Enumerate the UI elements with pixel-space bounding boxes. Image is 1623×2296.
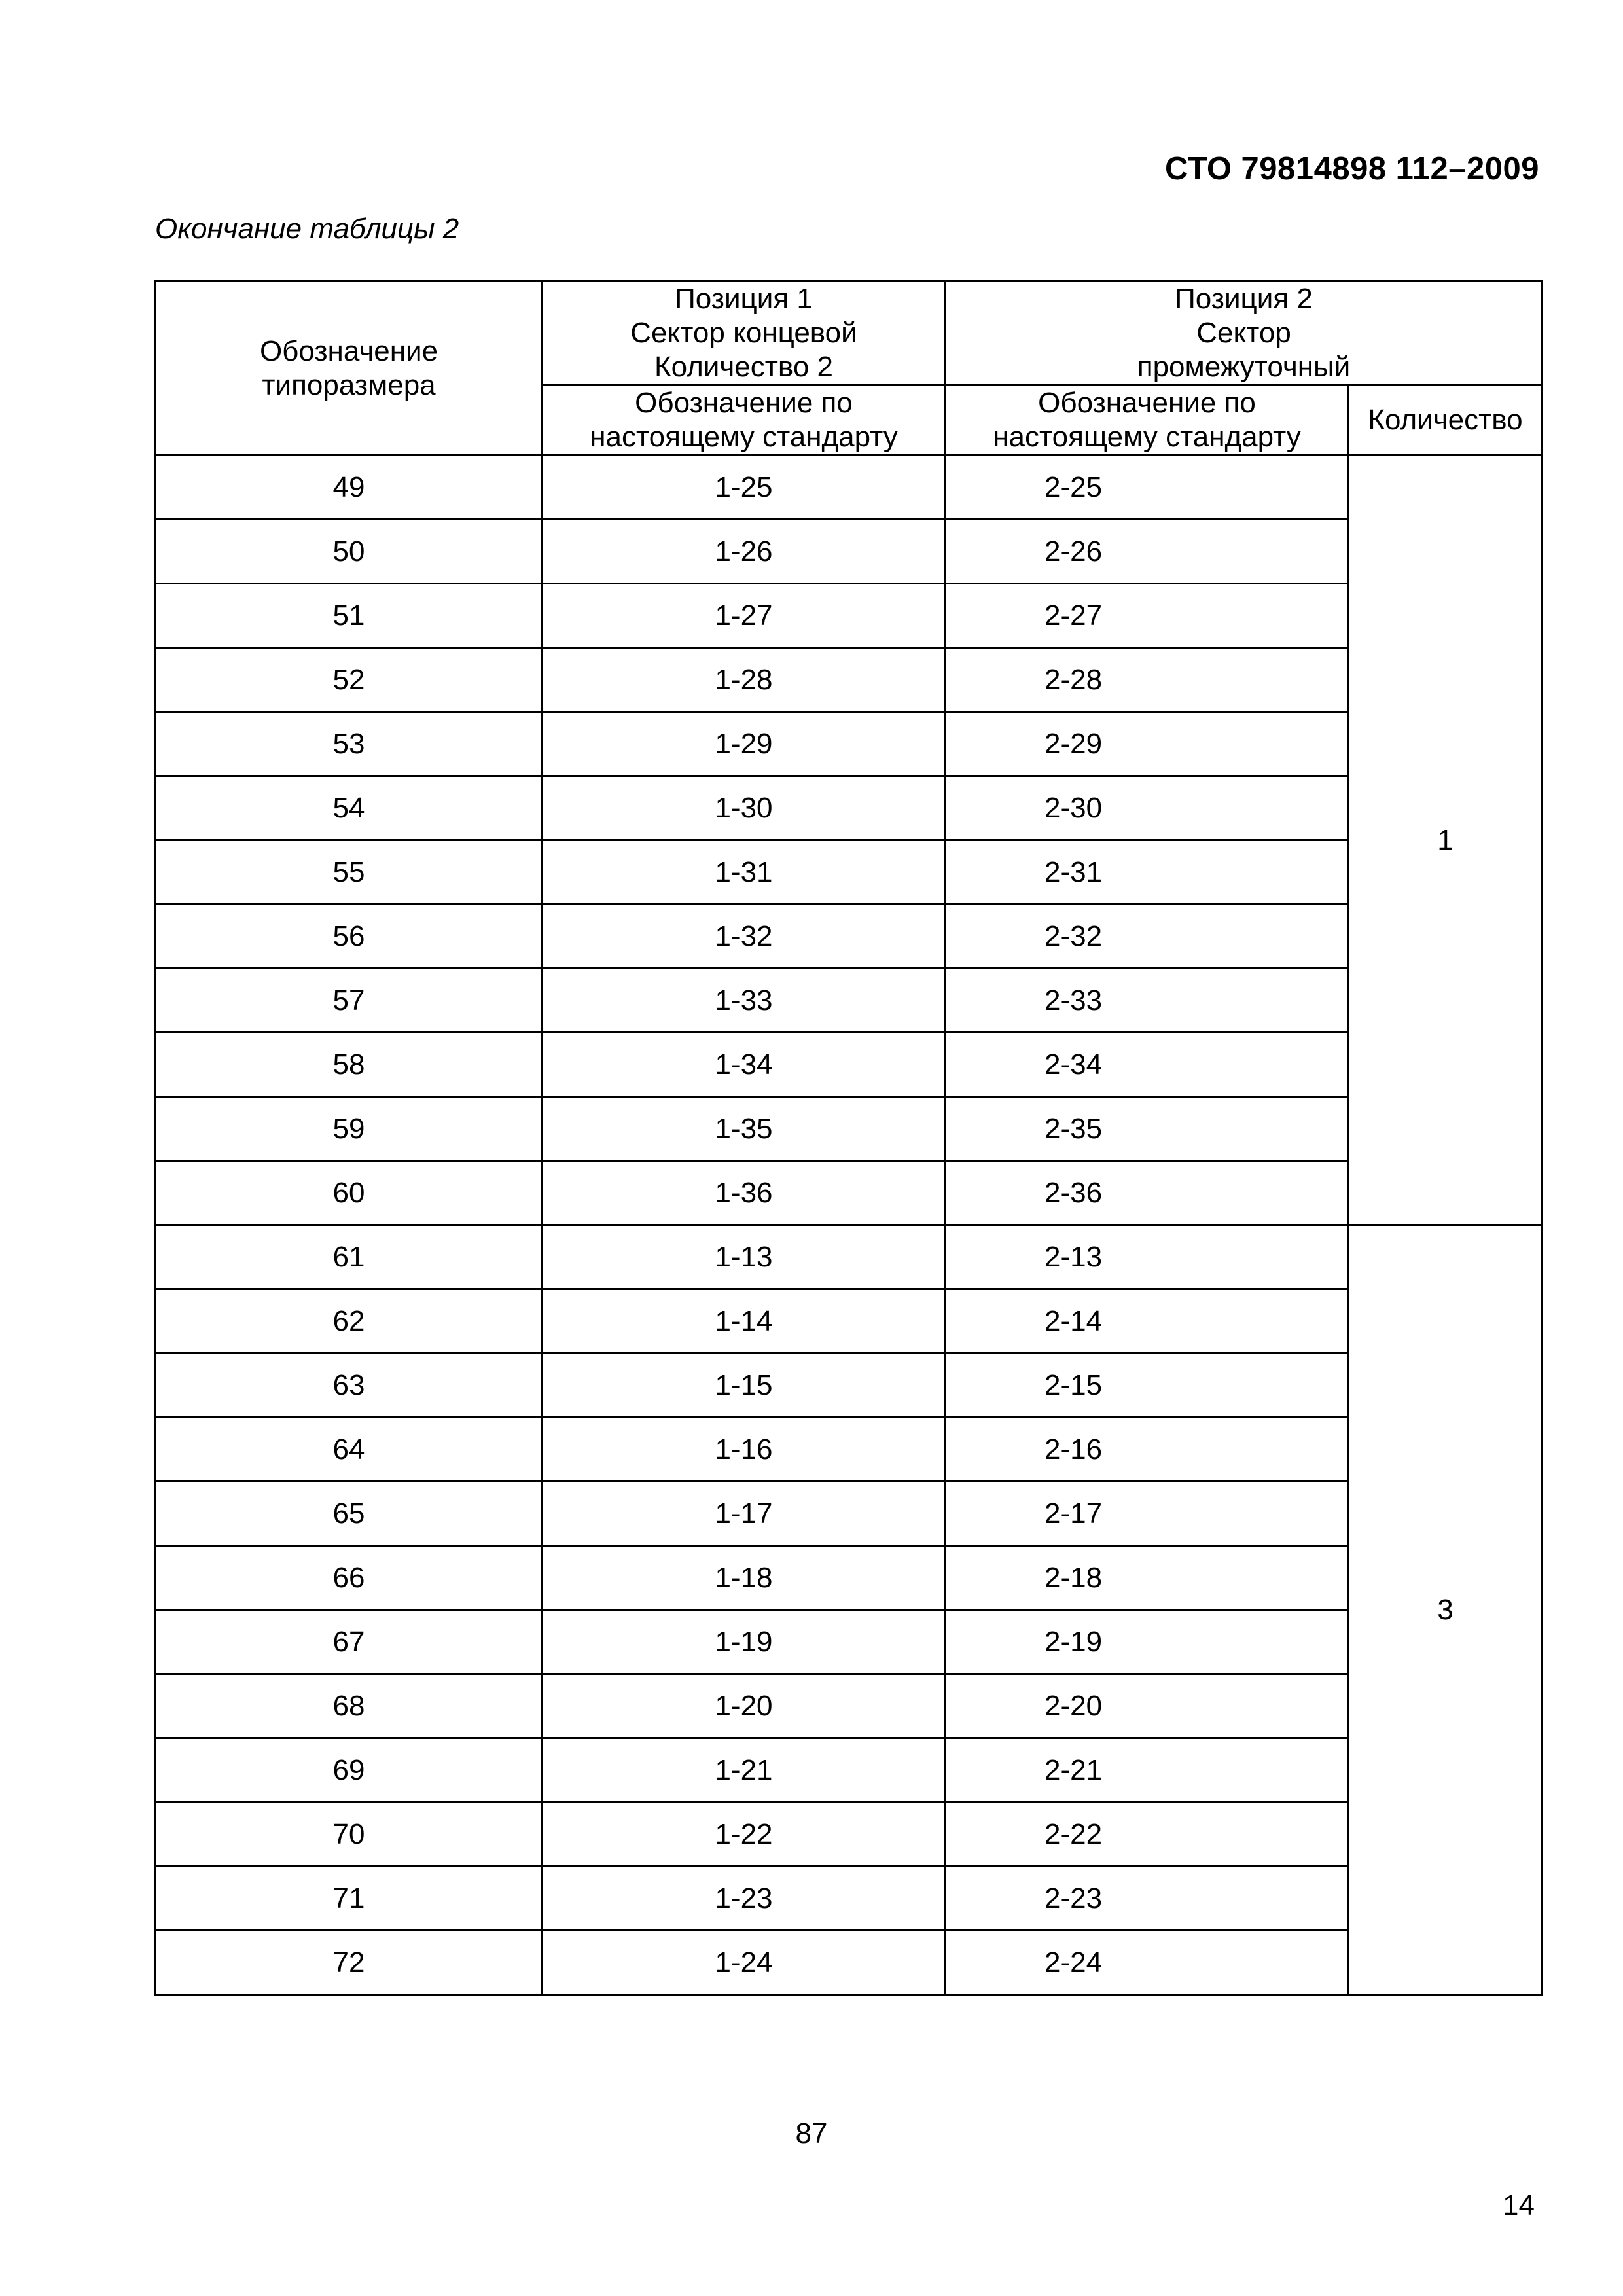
table-header-row	[156, 281, 1543, 386]
table-row	[156, 584, 1543, 648]
cell-designation: 59	[156, 1097, 543, 1161]
table-row	[156, 776, 1543, 840]
cell-position-1: 1-33	[543, 969, 946, 1033]
cell-designation: 71	[156, 1867, 543, 1931]
cell-position-1: 1-31	[543, 840, 946, 905]
cell-position-2: 2-30	[946, 776, 1349, 840]
cell-position-2: 2-26	[946, 520, 1349, 584]
cell-designation: 61	[156, 1225, 543, 1289]
cell-position-2: 2-22	[946, 1803, 1349, 1867]
table-row	[156, 1354, 1543, 1418]
table-row	[156, 648, 1543, 712]
header-designation: Обозначение типоразмера	[156, 281, 543, 456]
page-number: 87	[795, 2117, 828, 2149]
table-row	[156, 1482, 1543, 1546]
cell-quantity: 3	[1349, 1225, 1543, 1995]
cell-designation: 62	[156, 1289, 543, 1354]
cell-designation: 69	[156, 1738, 543, 1803]
cell-designation: 57	[156, 969, 543, 1033]
document-code: СТО 79814898 112–2009	[1164, 151, 1539, 187]
cell-position-1: 1-34	[543, 1033, 946, 1097]
cell-position-2: 2-24	[946, 1931, 1349, 1995]
table-row	[156, 840, 1543, 905]
cell-designation: 67	[156, 1610, 543, 1674]
cell-position-2: 2-13	[946, 1225, 1349, 1289]
table-row	[156, 1418, 1543, 1482]
cell-designation: 60	[156, 1161, 543, 1225]
sheet-number: 14	[1503, 2189, 1535, 2221]
cell-position-1: 1-26	[543, 520, 946, 584]
cell-position-1: 1-21	[543, 1738, 946, 1803]
cell-position-1: 1-22	[543, 1803, 946, 1867]
cell-position-2: 2-27	[946, 584, 1349, 648]
table-row	[156, 1289, 1543, 1354]
cell-position-2: 2-36	[946, 1161, 1349, 1225]
cell-position-1: 1-20	[543, 1674, 946, 1738]
cell-designation: 51	[156, 584, 543, 648]
table-row	[156, 905, 1543, 969]
cell-position-2: 2-16	[946, 1418, 1349, 1482]
cell-position-1: 1-17	[543, 1482, 946, 1546]
cell-designation: 52	[156, 648, 543, 712]
cell-position-2: 2-34	[946, 1033, 1349, 1097]
table-row	[156, 1803, 1543, 1867]
cell-position-2: 2-29	[946, 712, 1349, 776]
cell-position-1: 1-32	[543, 905, 946, 969]
cell-position-1: 1-35	[543, 1097, 946, 1161]
cell-position-1: 1-23	[543, 1867, 946, 1931]
table-row	[156, 712, 1543, 776]
cell-position-1: 1-19	[543, 1610, 946, 1674]
header-position-1: Позиция 1 Сектор концевой Количество 2	[543, 281, 946, 386]
cell-position-2: 2-14	[946, 1289, 1349, 1354]
cell-position-1: 1-29	[543, 712, 946, 776]
cell-position-1: 1-28	[543, 648, 946, 712]
cell-designation: 54	[156, 776, 543, 840]
cell-designation: 56	[156, 905, 543, 969]
cell-designation: 53	[156, 712, 543, 776]
cell-position-2: 2-31	[946, 840, 1349, 905]
cell-designation: 63	[156, 1354, 543, 1418]
cell-position-1: 1-14	[543, 1289, 946, 1354]
cell-designation: 55	[156, 840, 543, 905]
cell-position-2: 2-15	[946, 1354, 1349, 1418]
specification-table	[154, 280, 1543, 1996]
cell-position-2: 2-21	[946, 1738, 1349, 1803]
cell-position-1: 1-25	[543, 456, 946, 520]
cell-position-1: 1-16	[543, 1418, 946, 1482]
cell-designation: 65	[156, 1482, 543, 1546]
cell-position-1: 1-24	[543, 1931, 946, 1995]
cell-position-1: 1-13	[543, 1225, 946, 1289]
table-row	[156, 969, 1543, 1033]
cell-position-2: 2-19	[946, 1610, 1349, 1674]
header-quantity: Количество	[1349, 386, 1543, 456]
cell-position-2: 2-25	[946, 456, 1349, 520]
cell-position-2: 2-18	[946, 1546, 1349, 1610]
table-row	[156, 1161, 1543, 1225]
cell-position-2: 2-20	[946, 1674, 1349, 1738]
table-row	[156, 1674, 1543, 1738]
cell-designation: 64	[156, 1418, 543, 1482]
table-row	[156, 1931, 1543, 1995]
cell-position-1: 1-30	[543, 776, 946, 840]
cell-designation: 68	[156, 1674, 543, 1738]
table-row	[156, 1610, 1543, 1674]
table-row	[156, 1738, 1543, 1803]
cell-position-2: 2-23	[946, 1867, 1349, 1931]
cell-quantity: 1	[1349, 456, 1543, 1225]
table-row	[156, 456, 1543, 520]
cell-designation: 72	[156, 1931, 543, 1995]
cell-position-2: 2-28	[946, 648, 1349, 712]
header-position-2-designation: Обозначение по настоящему стандарту	[946, 386, 1349, 456]
cell-position-1: 1-36	[543, 1161, 946, 1225]
table-row	[156, 1867, 1543, 1931]
table-row	[156, 1033, 1543, 1097]
table-row	[156, 520, 1543, 584]
cell-designation: 49	[156, 456, 543, 520]
cell-position-2: 2-33	[946, 969, 1349, 1033]
header-position-1-designation: Обозначение по настоящему стандарту	[543, 386, 946, 456]
table-row	[156, 1225, 1543, 1289]
cell-position-1: 1-27	[543, 584, 946, 648]
cell-designation: 50	[156, 520, 543, 584]
cell-designation: 66	[156, 1546, 543, 1610]
cell-position-2: 2-32	[946, 905, 1349, 969]
cell-designation: 70	[156, 1803, 543, 1867]
cell-position-2: 2-17	[946, 1482, 1349, 1546]
cell-position-1: 1-18	[543, 1546, 946, 1610]
table-caption: Окончание таблицы 2	[155, 213, 459, 245]
table-row	[156, 1546, 1543, 1610]
cell-position-1: 1-15	[543, 1354, 946, 1418]
cell-designation: 58	[156, 1033, 543, 1097]
cell-position-2: 2-35	[946, 1097, 1349, 1161]
table-row	[156, 1097, 1543, 1161]
header-position-2: Позиция 2 Сектор промежуточный	[946, 281, 1543, 386]
